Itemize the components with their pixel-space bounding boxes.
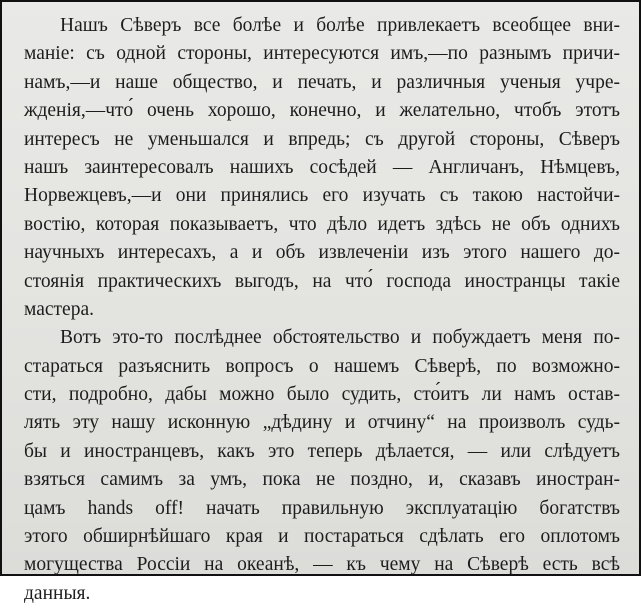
text-line: стараться разъяснить вопросъ о нашемъ Сѣверѣ, по возможно- xyxy=(24,355,620,377)
text-line: взяться самимъ за умъ, пока не поздно, и, сказавъ иностран- xyxy=(24,469,620,491)
text-line: жденія,—что́ очень хорошо, конечно, и желательно, чтобъ этотъ xyxy=(24,100,620,122)
text-line: маніе: съ одной стороны, интересуются имъ,—по разнымъ причи- xyxy=(24,43,620,65)
text-line: стоянія практическихъ выгодъ, на что́ господа иностранцы такіе xyxy=(24,270,620,292)
text-line: Нашъ Сѣверъ все болѣе и болѣе привлекаетъ всеобщее вни- xyxy=(60,15,620,36)
text-line: бы и иностранцевъ, какъ это теперь дѣлается, — или слѣдуетъ xyxy=(24,440,620,462)
text-line: сти, подробно, дабы можно было судить, сто́итъ ли намъ остав- xyxy=(24,384,620,406)
text-line: интересъ не уменьшался и впредь; съ другой стороны, Сѣверъ xyxy=(24,128,620,150)
paragraph-2 xyxy=(24,324,620,608)
text-line: этого обширнѣйшаго края и постараться сдѣлать его оплотомъ xyxy=(24,526,620,548)
text-line: данныя. xyxy=(24,582,91,604)
text-line: Норвежцевъ,—и они принялись его изучать съ такою настойчи- xyxy=(24,185,620,207)
text-line: Вотъ это-то послѣднее обстоятельство и побуждаетъ меня по- xyxy=(60,327,620,349)
text-line: мастера. xyxy=(24,298,94,320)
body-text xyxy=(24,12,620,608)
text-line: могущества Россіи на океанѣ, — къ чему на Сѣверѣ есть всѣ xyxy=(24,554,620,576)
text-line: цамъ hands off! начать правильную эксплуатацію богатствъ xyxy=(24,497,620,519)
text-line: лять эту нашу исконную „дѣдину и отчину“ на произволъ судь- xyxy=(24,412,620,434)
paragraph-1 xyxy=(24,12,620,324)
text-line: научныхъ интересахъ, а и объ извлеченіи изъ этого нашего до- xyxy=(24,242,620,264)
text-line: востію, которая показываетъ, что дѣло идетъ здѣсь не объ однихъ xyxy=(24,213,620,235)
text-line: намъ,—и наше общество, и печать, и различныя ученыя учре- xyxy=(24,71,620,93)
text-line: нашъ заинтересовалъ нашихъ сосѣдей — Англичанъ, Нѣмцевъ, xyxy=(24,156,620,178)
